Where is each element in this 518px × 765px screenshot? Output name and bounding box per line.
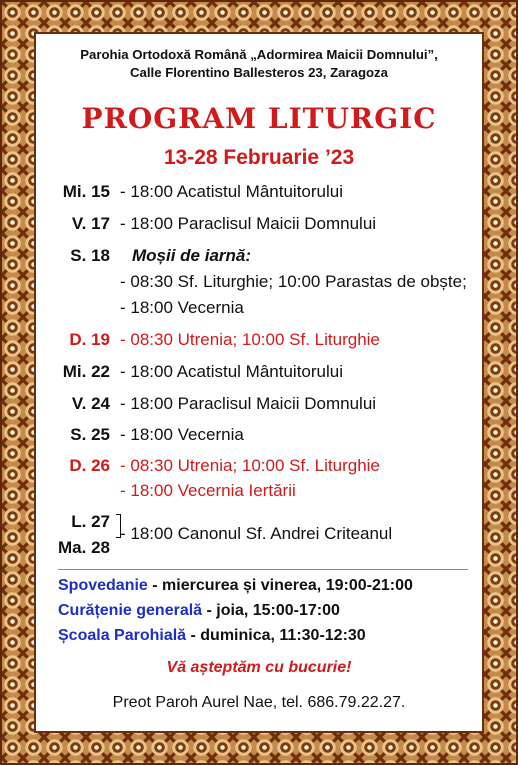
cleaning-text: - joia, 15:00-17:00 bbox=[202, 602, 340, 619]
schedule-day: S. 18 bbox=[70, 246, 110, 265]
confession-info bbox=[58, 577, 413, 595]
school-text: - duminica, 11:30-12:30 bbox=[186, 627, 366, 644]
schedule-event: - 18:00 Acatistul Mântuitorului bbox=[120, 182, 344, 201]
school-label: Școala Parohială bbox=[58, 627, 187, 644]
parish-name: Parohia Ortodoxă Română „Adormirea Maicii Domnului”, bbox=[80, 47, 438, 62]
schedule-event: - 18:00 Vecernia Iertării bbox=[120, 481, 296, 500]
schedule-event: - 18:00 Vecernia bbox=[120, 425, 244, 444]
schedule-day: D. 26 bbox=[69, 456, 110, 475]
schedule-day: V. 17 bbox=[71, 214, 110, 233]
schedule-event: - 18:00 Acatistul Mântuitorului bbox=[120, 362, 344, 381]
welcome-message: Vă așteptăm cu bucurie! bbox=[166, 659, 352, 676]
cleaning-label: Curățenie generală bbox=[58, 602, 203, 619]
schedule-day: D. 19 bbox=[69, 330, 110, 349]
page-title: PROGRAM LITURGIC bbox=[81, 102, 437, 135]
schedule-event: - 18:00 Vecernia bbox=[120, 298, 244, 317]
schedule-event: - 18:00 Paraclisul Maicii Domnului bbox=[120, 394, 377, 413]
schedule-event: - 08:30 Sf. Liturghie; 10:00 Parastas de obște; bbox=[120, 272, 467, 291]
schedule-heading: Moșii de iarnă: bbox=[132, 246, 252, 265]
priest-contact: Preot Paroh Aurel Nae, tel. 686.79.22.27. bbox=[112, 694, 406, 711]
date-range: 13-28 Februarie ’23 bbox=[163, 146, 355, 169]
schedule-day: L. 27 bbox=[71, 512, 110, 531]
schedule-day: S. 25 bbox=[70, 425, 110, 444]
divider bbox=[58, 569, 468, 570]
schedule-day: Mi. 22 bbox=[62, 362, 110, 381]
schedule-day: Mi. 15 bbox=[62, 182, 110, 201]
flyer-panel bbox=[36, 34, 482, 731]
schedule-event: - 08:30 Utrenia; 10:00 Sf. Liturghie bbox=[120, 456, 380, 475]
schedule-day: Ma. 28 bbox=[58, 538, 110, 557]
schedule-event: - 18:00 Paraclisul Maicii Domnului bbox=[120, 214, 377, 233]
confession-label: Spovedanie bbox=[58, 577, 148, 594]
schedule-event: - 18:00 Canonul Sf. Andrei Criteanul bbox=[120, 524, 393, 543]
parish-address: Calle Florentino Ballesteros 23, Zaragoza bbox=[130, 65, 388, 80]
schedule-day: V. 24 bbox=[71, 394, 110, 413]
confession-text: - miercurea și vinerea, 19:00-21:00 bbox=[147, 577, 413, 594]
schedule-event: - 08:30 Utrenia; 10:00 Sf. Liturghie bbox=[120, 330, 380, 349]
cleaning-info bbox=[58, 602, 340, 620]
parish-header bbox=[36, 46, 482, 82]
school-info bbox=[58, 627, 366, 645]
